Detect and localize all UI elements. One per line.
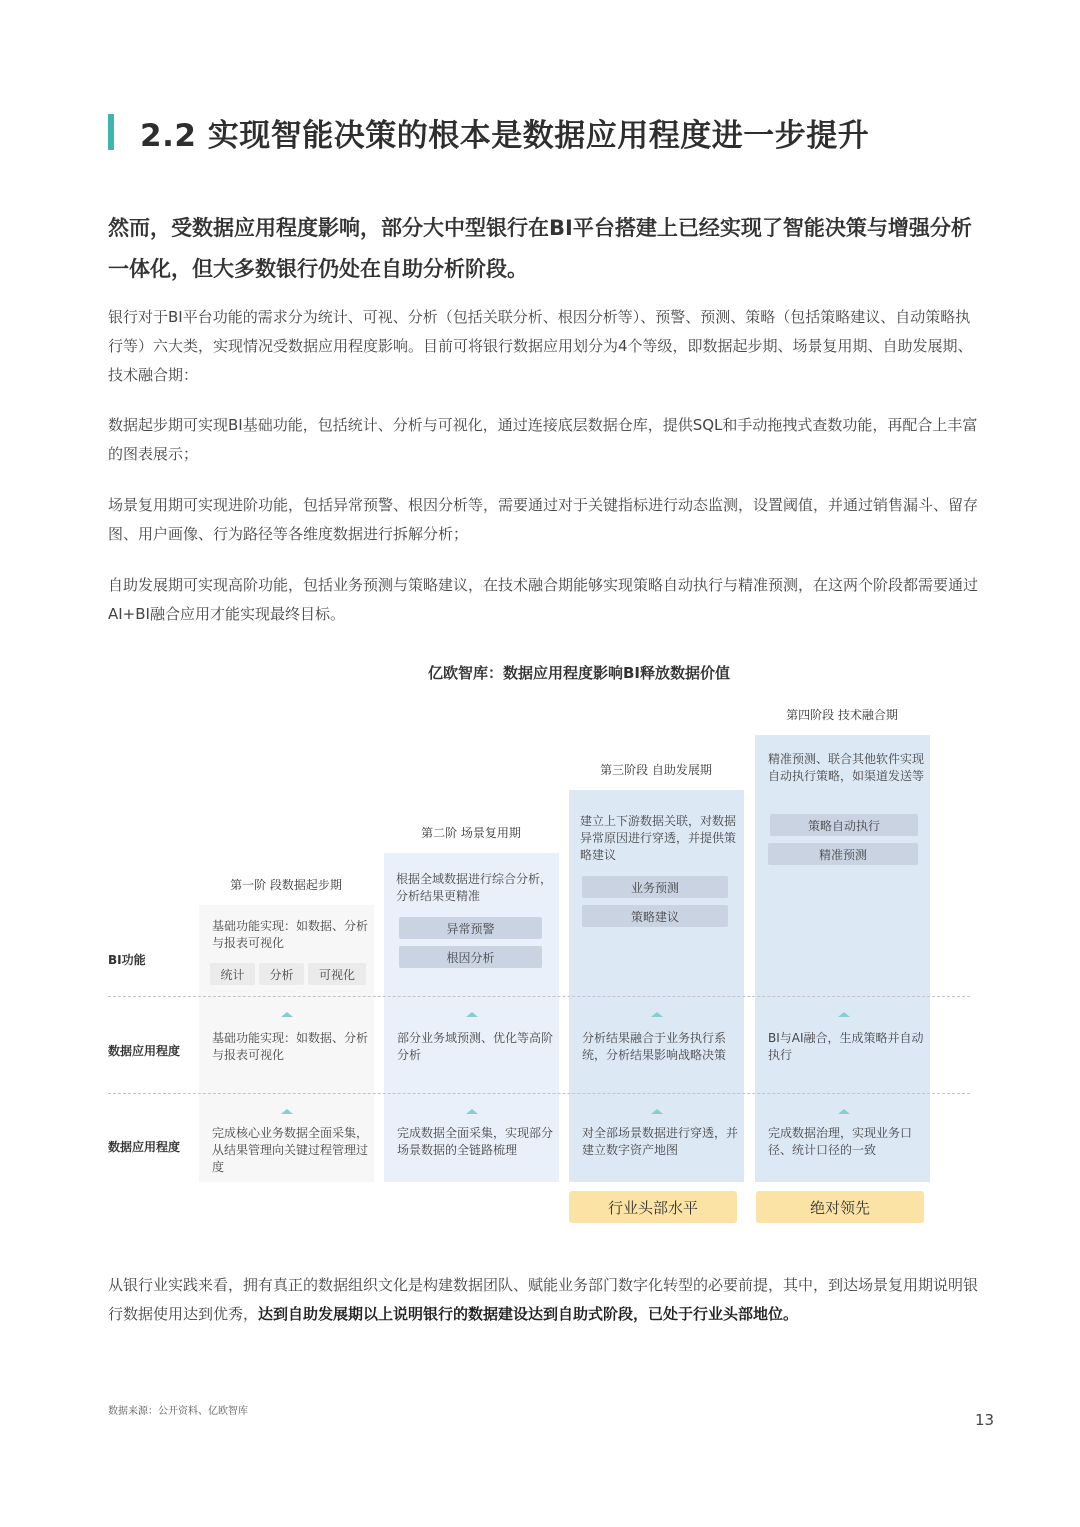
up-arrow-icon bbox=[838, 1109, 850, 1114]
stage-4-tag-precise-forecast: 精准预测 bbox=[768, 843, 918, 865]
stage-3-bi-desc: 建立上下游数据关联，对数据异常原因进行穿透，并提供策略建议 bbox=[580, 814, 737, 862]
stage-4-data-level: 完成数据治理，实现业务口径、统计口径的一致 bbox=[768, 1126, 913, 1157]
up-arrow-icon bbox=[651, 1109, 663, 1114]
stage-1-tag-stat: 统计 bbox=[210, 963, 255, 985]
stage-4-column bbox=[755, 735, 930, 1182]
row-label-data-level: 数据应用程度 bbox=[108, 1140, 181, 1154]
stage-3-badge: 行业头部水平 bbox=[569, 1191, 737, 1223]
up-arrow-icon bbox=[838, 1012, 850, 1017]
stage-2-application: 部分业务域预测、优化等高阶分析 bbox=[397, 1031, 554, 1062]
stage-3-application: 分析结果融合于业务执行系统，分析结果影响战略决策 bbox=[582, 1031, 727, 1062]
stage-1-tag-analysis: 分析 bbox=[259, 963, 304, 985]
stage-3-tag-strategy: 策略建议 bbox=[582, 905, 728, 927]
body-paragraph-3: 场景复用期可实现进阶功能，包括异常预警、根因分析等，需要通过对于关键指标进行动态监测，设置阈值，并通过销售漏斗、留存图、用户画像、行为路径等各维度数据进行拆解分析； bbox=[108, 496, 979, 543]
stage-1-header: 第一阶 段数据起步期 bbox=[230, 878, 342, 892]
up-arrow-icon bbox=[466, 1109, 478, 1114]
figure-title: 亿欧智库：数据应用程度影响BI释放数据价值 bbox=[427, 664, 731, 682]
row-label-application: 数据应用程度 bbox=[108, 1044, 181, 1058]
up-arrow-icon bbox=[281, 1012, 293, 1017]
stage-3-tag-forecast: 业务预测 bbox=[582, 876, 728, 898]
section-title-text: 2.2 实现智能决策的根本是数据应用程度进一步提升 bbox=[140, 117, 870, 154]
data-source-note: 数据来源：公开资料、亿欧智库 bbox=[108, 1406, 248, 1417]
closing-paragraph bbox=[108, 1271, 978, 1329]
stage-2-header: 第二阶 场景复用期 bbox=[421, 826, 521, 840]
row-label-bi: BI功能 bbox=[108, 953, 146, 967]
lead-paragraph: 然而，受数据应用程度影响，部分大中型银行在BI平台搭建上已经实现了智能决策与增强分析一体化，但大多数银行仍处在自助分析阶段。 bbox=[108, 216, 972, 281]
body-paragraph-4: 自助发展期可实现高阶功能，包括业务预测与策略建议，在技术融合期能够实现策略自动执行与精准预测，在这两个阶段都需要通过AI+BI融合应用才能实现最终目标。 bbox=[108, 576, 979, 623]
stage-3-header: 第三阶段 自助发展期 bbox=[600, 763, 712, 777]
closing-emphasis: 达到自助发展期以上说明银行的数据建设达到自助式阶段，已处于行业头部地位。 bbox=[258, 1305, 799, 1323]
stage-1-bi-desc: 基础功能实现：如数据、分析与报表可视化 bbox=[212, 919, 369, 950]
row-divider-2 bbox=[108, 1093, 970, 1094]
stage-2-tag-alert: 异常预警 bbox=[399, 917, 542, 939]
stage-4-bi-desc: 精准预测、联合其他软件实现自动执行策略，如渠道发送等 bbox=[768, 752, 925, 783]
stage-4-application: BI与AI融合，生成策略并自动执行 bbox=[768, 1031, 924, 1062]
stage-1-data-level: 完成核心业务数据全面采集，从结果管理向关键过程管理过度 bbox=[212, 1126, 369, 1174]
closing-text: 从银行业实践来看，拥有真正的数据组织文化是构建数据团队、赋能业务部门数字化转型的必要前提，其中，到达场景复用期说明银行数据使用达到优秀， bbox=[108, 1276, 979, 1323]
stage-3-data-level: 对全部场景数据进行穿透，并建立数字资产地图 bbox=[582, 1126, 739, 1157]
stage-2-bi-desc: 根据全域数据进行综合分析，分析结果更精准 bbox=[396, 872, 553, 903]
row-divider-1 bbox=[108, 996, 970, 997]
stage-2-data-level: 完成数据全面采集，实现部分场景数据的全链路梳理 bbox=[397, 1126, 554, 1157]
body-paragraph-2: 数据起步期可实现BI基础功能，包括统计、分析与可视化，通过连接底层数据仓库，提供SQL和手动拖拽式查数功能，再配合上丰富的图表展示； bbox=[108, 416, 978, 463]
page-number: 13 bbox=[975, 1411, 995, 1429]
body-paragraph-1: 银行对于BI平台功能的需求分为统计、可视、分析（包括关联分析、根因分析等）、预警、预测、策略（包括策略建议、自动策略执行等）六大类，实现情况受数据应用程度影响。目前可将银行数据应用划分为4个等级，即数据起步期、场景复用期、自助发展期、技术融合期： bbox=[108, 308, 973, 384]
up-arrow-icon bbox=[466, 1012, 478, 1017]
up-arrow-icon bbox=[651, 1012, 663, 1017]
stage-4-badge: 绝对领先 bbox=[756, 1191, 924, 1223]
stage-2-tag-rootcause: 根因分析 bbox=[399, 946, 542, 968]
stage-1-application: 基础功能实现：如数据、分析与报表可视化 bbox=[212, 1031, 369, 1062]
stage-4-header: 第四阶段 技术融合期 bbox=[786, 708, 898, 722]
stage-1-tag-visual: 可视化 bbox=[308, 963, 366, 985]
title-accent-bar bbox=[108, 114, 114, 150]
section-title bbox=[108, 112, 869, 152]
stage-4-tag-auto-exec: 策略自动执行 bbox=[770, 814, 918, 836]
up-arrow-icon bbox=[281, 1109, 293, 1114]
